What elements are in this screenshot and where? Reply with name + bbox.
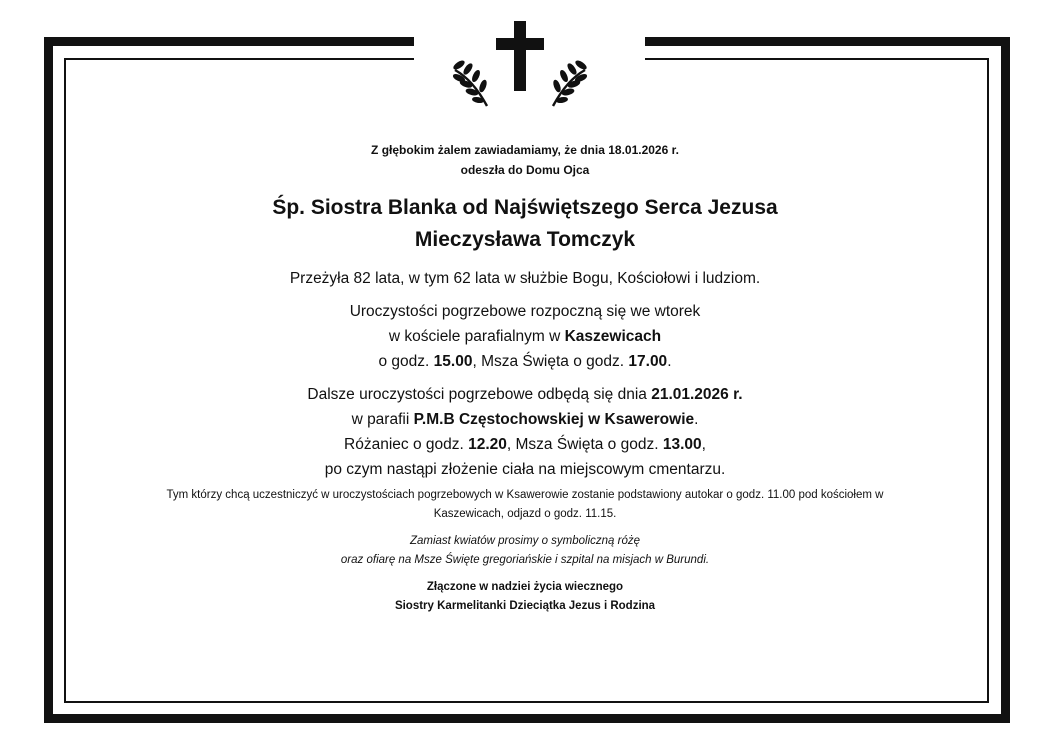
funeral1-line-2-text: w kościele parafialnym w xyxy=(388,328,565,345)
frame-right xyxy=(1001,37,1010,723)
announcement-line-2: odeszła do Domu Ojca xyxy=(460,163,590,177)
bus-info-line-2: Kaszewicach, odjazd o godz. 11.15. xyxy=(433,508,617,520)
funeral2-time-2: 13.00 xyxy=(662,436,702,453)
funeral2-line-2 xyxy=(80,407,970,432)
closing-line-2: Siostry Karmelitanki Dzieciątka Jezus i Rodzina xyxy=(394,600,656,612)
closing-signature xyxy=(80,578,970,616)
funeral1-time-2: 17.00 xyxy=(628,353,668,370)
flowers-note xyxy=(80,532,970,570)
obituary-content xyxy=(80,140,970,616)
funeral1-line-3-end: . xyxy=(667,353,672,370)
funeral1-line-1: Uroczystości pogrzebowe rozpoczną się we wtorek xyxy=(349,303,701,320)
cross-with-branches-icon xyxy=(445,18,595,113)
funeral2-time-1: 12.20 xyxy=(468,436,507,453)
announcement-line-1: Z głębokim żalem zawiadamiamy, że dnia 18.01.2026 r. xyxy=(371,143,679,157)
inner-frame-top-right xyxy=(645,58,989,60)
funeral2-line-3-end: , xyxy=(701,436,706,453)
funeral1-line-3-mid: , Msza Święta o godz. xyxy=(472,353,629,370)
inner-frame-right xyxy=(987,58,989,703)
inner-frame-bottom xyxy=(64,701,989,703)
frame-left xyxy=(44,37,53,723)
funeral1-line-2 xyxy=(80,324,970,349)
funeral1-time-1: 15.00 xyxy=(433,353,473,370)
funeral2-line-2-text: w parafii xyxy=(351,411,414,428)
inner-frame-left xyxy=(64,58,66,703)
funeral2-line-3-mid: , Msza Święta o godz. xyxy=(506,436,663,453)
funeral2-line-1 xyxy=(80,382,970,407)
funeral2-date: 21.01.2026 r. xyxy=(651,386,743,403)
bus-info xyxy=(80,486,970,524)
frame-bottom xyxy=(44,714,1010,723)
funeral2-line-3-text: Różaniec o godz. xyxy=(344,436,469,453)
inner-frame-top-left xyxy=(64,58,414,60)
funeral1-place: Kaszewicach xyxy=(564,328,662,345)
frame-top-left xyxy=(44,37,414,46)
funeral2-line-2-end: . xyxy=(694,411,699,428)
funeral2-line-3 xyxy=(80,432,970,457)
deceased-name-line-2: Mieczysława Tomczyk xyxy=(414,228,636,251)
flowers-note-line-2: oraz ofiarę na Msze Święte gregoriańskie i szpital na misjach w Burundi. xyxy=(340,554,710,566)
funeral2-line-4: po czym nastąpi złożenie ciała na miejscowym cmentarzu. xyxy=(324,461,726,478)
funeral2-line-1-text: Dalsze uroczystości pogrzebowe odbędą się dnia xyxy=(307,386,652,403)
bus-info-line-1: Tym którzy chcą uczestniczyć w uroczystościach pogrzebowych w Ksawerowie zostanie podstawiony autokar o godz. 11.00 pod kościołem w xyxy=(166,489,884,501)
closing-line-1: Złączone w nadziei życia wiecznego xyxy=(426,581,624,593)
flowers-note-line-1: Zamiast kwiatów prosimy o symboliczną różę xyxy=(409,535,641,547)
funeral1-line-3-text: o godz. xyxy=(378,353,434,370)
deceased-name-line-1: Śp. Siostra Blanka od Najświętszego Serca Jezusa xyxy=(272,196,778,219)
funeral1-line-3 xyxy=(80,349,970,374)
funeral-second-part xyxy=(80,382,970,482)
funeral2-place: P.M.B Częstochowskiej w Ksawerowie xyxy=(413,411,695,428)
funeral-first-part xyxy=(80,299,970,374)
life-summary: Przeżyła 82 lata, w tym 62 lata w służbie Bogu, Kościołowi i ludziom. xyxy=(289,270,761,287)
frame-top-right xyxy=(645,37,1010,46)
